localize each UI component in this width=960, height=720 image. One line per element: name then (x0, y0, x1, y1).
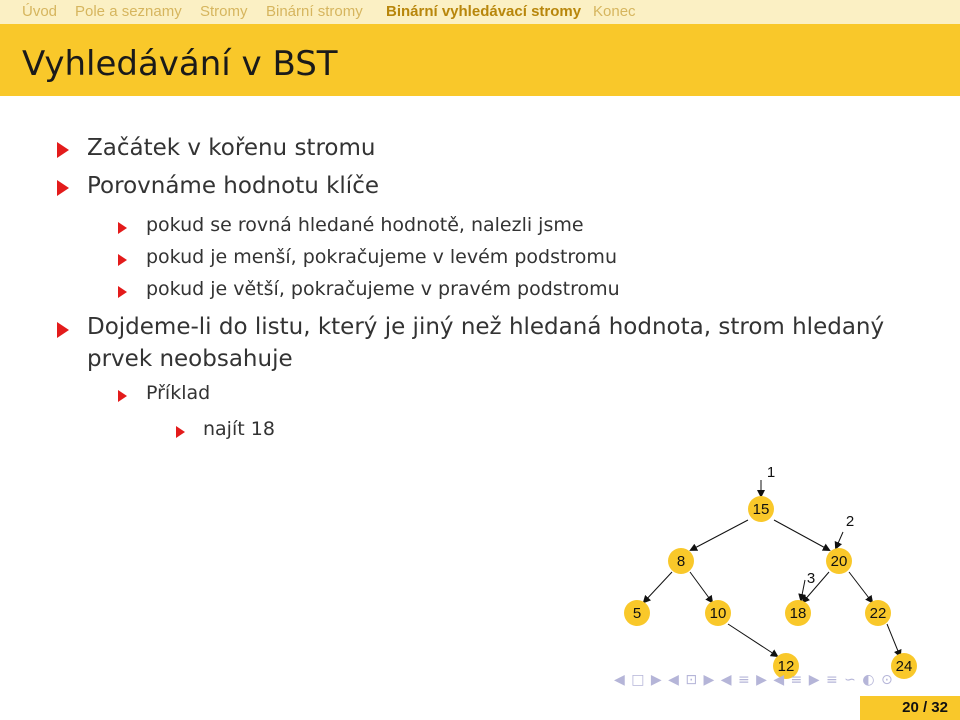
beamer-navigation-icons[interactable]: ◀ □ ▶ ◀ ⊡ ▶ ◀ ≡ ▶ ◀ ≡ ▶ ≡ ∽ ◐ ⊙ (614, 672, 894, 688)
step-arrow-3 (801, 580, 805, 600)
edge-15-8 (691, 520, 748, 550)
edge-10-12 (728, 624, 777, 656)
bullet-root-start: Začátek v kořenu stromu (87, 135, 376, 161)
bullet-leaf-line2: prvek neobsahuje (87, 346, 293, 372)
bullet-leaf-line1: Dojdeme-li do listu, který je jiný než hledaná hodnota, strom hledaný (87, 314, 885, 340)
tree-node-8 (668, 548, 694, 574)
sub-bullet-example: Příklad (146, 382, 211, 404)
nav-item-stromy[interactable]: Stromy (200, 3, 248, 20)
footer-bar (860, 696, 960, 720)
step-label-1: 1 (766, 464, 776, 481)
edge-15-20 (774, 520, 829, 550)
step-label-3: 3 (806, 570, 816, 587)
nav-item-konec[interactable]: Konec (593, 3, 636, 20)
nav-item-pole-a-seznamy[interactable]: Pole a seznamy (75, 3, 182, 20)
svg-text:5: 5 (632, 605, 642, 622)
svg-text:24: 24 (895, 658, 913, 675)
sub-bullet-greater: pokud je větší, pokračujeme v pravém podstromu (146, 278, 620, 300)
step-arrow-2 (836, 532, 843, 548)
subsub-bullet-find-18: najít 18 (203, 418, 275, 440)
tree-node-5 (624, 600, 650, 626)
tree-node-20 (826, 548, 852, 574)
sub-bullet-equal: pokud se rovná hledané hodnotě, nalezli jsme (146, 214, 584, 236)
edge-8-5 (644, 572, 672, 602)
svg-text:18: 18 (789, 605, 807, 622)
nav-item-uvod[interactable]: Úvod (22, 3, 58, 20)
sub-bullet-less: pokud je menší, pokračujeme v levém podstromu (146, 246, 617, 268)
svg-text:22: 22 (869, 605, 887, 622)
tree-node-18 (785, 600, 811, 626)
svg-text:15: 15 (752, 501, 770, 518)
svg-text:12: 12 (777, 658, 795, 675)
step-label-2: 2 (845, 513, 855, 530)
tree-node-24 (891, 653, 917, 679)
tree-node-10 (705, 600, 731, 626)
svg-text:10: 10 (709, 605, 727, 622)
page-number: 20 / 32 (902, 699, 948, 716)
edge-20-22 (849, 572, 872, 602)
edge-22-24 (887, 624, 900, 656)
edge-8-10 (690, 572, 712, 602)
tree-node-22 (865, 600, 891, 626)
bullet-compare-key: Porovnáme hodnotu klíče (87, 173, 379, 199)
svg-text:8: 8 (676, 553, 686, 570)
tree-node-15 (748, 496, 774, 522)
svg-text:20: 20 (830, 553, 848, 570)
nav-item-binarni-stromy[interactable]: Binární stromy (266, 3, 363, 20)
nav-item-binarni-vyhledavaci-stromy[interactable]: Binární vyhledávací stromy (386, 3, 582, 20)
slide-title: Vyhledávání v BST (22, 44, 338, 84)
